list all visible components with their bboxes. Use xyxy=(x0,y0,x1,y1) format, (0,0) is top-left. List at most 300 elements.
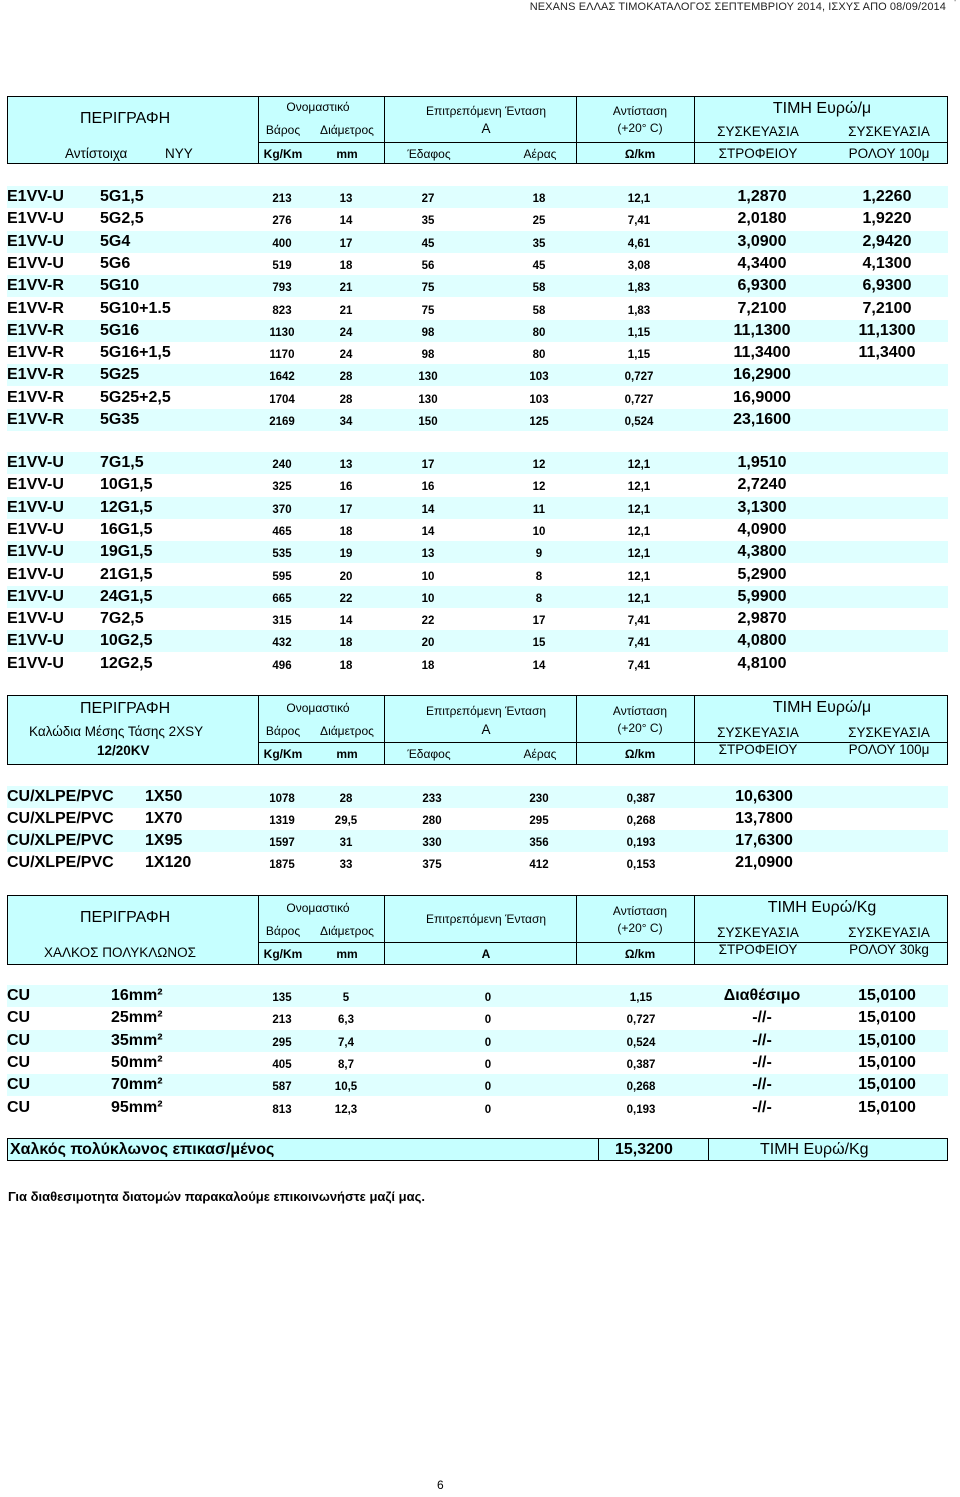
cell-type: 7G1,5 xyxy=(100,454,144,471)
header-timi: ΤΙΜΗ Ευρώ/μ xyxy=(772,100,872,117)
cell-price-roll: 4,1300 xyxy=(862,254,912,272)
cell-type: 50mm² xyxy=(111,1053,163,1071)
cell-price-drum: 6,9300 xyxy=(737,277,787,295)
cell-current: 0 xyxy=(484,1014,492,1027)
cell-current-ground: 10 xyxy=(421,592,435,605)
header2-line2: Καλώδια Μέσης Τάσης 2XSY xyxy=(29,724,204,739)
cell-resistance: 12,1 xyxy=(627,503,651,516)
cell-weight: 213 xyxy=(272,193,292,205)
cell-resistance: 12,1 xyxy=(627,548,651,561)
cell-resistance: 7,41 xyxy=(627,659,651,672)
cell-current-ground: 75 xyxy=(421,304,435,317)
cell-type: 1X50 xyxy=(145,788,183,805)
cell-diameter: 18 xyxy=(339,259,353,272)
cell-availability: -//- xyxy=(752,1076,772,1094)
cell-current: 0 xyxy=(484,992,492,1004)
cell-price-roll: 11,3400 xyxy=(858,344,916,362)
cell-current: 0 xyxy=(484,1103,492,1116)
cell-diameter: 17 xyxy=(339,237,353,250)
cell-weight: 405 xyxy=(272,1058,292,1071)
header2-perigrafi: ΠΕΡΙΓΡΑΦΗ xyxy=(80,700,171,717)
table-row xyxy=(7,541,948,563)
cell-weight: 276 xyxy=(272,215,292,228)
cell-diameter: 19 xyxy=(339,548,353,561)
cell-type: 24G1,5 xyxy=(100,587,153,605)
cell-diameter: 29,5 xyxy=(334,815,358,827)
cell-weight: 595 xyxy=(272,570,292,583)
cell-code: E1VV-U xyxy=(7,188,64,205)
cell-code: E1VV-R xyxy=(7,344,64,362)
cell-current-air: 35 xyxy=(532,237,546,250)
cell-current-ground: 375 xyxy=(422,859,442,871)
cell-code: CU/XLPE/PVC xyxy=(7,810,114,827)
cell-current-ground: 98 xyxy=(421,349,435,362)
cell-diameter: 13 xyxy=(339,459,353,471)
cell-resistance: 0,268 xyxy=(626,815,656,827)
cell-availability: -//- xyxy=(752,1031,772,1049)
cell-type: 1X120 xyxy=(145,854,192,871)
cell-code: E1VV-U xyxy=(7,454,64,471)
table-row xyxy=(7,320,948,342)
cell-resistance: 0,727 xyxy=(624,393,654,406)
cell-price-drum: 1,9510 xyxy=(737,454,787,471)
cell-diameter: 31 xyxy=(339,837,353,849)
header3-syskevasia1: ΣΥΣΚΕΥΑΣΙΑ xyxy=(717,925,799,940)
cell-current-ground: 27 xyxy=(421,193,435,205)
cell-resistance: 0,193 xyxy=(626,1103,656,1116)
cell-type: 10G2,5 xyxy=(100,632,153,650)
cell-current-air: 125 xyxy=(529,416,549,428)
table1-header xyxy=(7,96,948,164)
cell-diameter: 28 xyxy=(339,371,353,384)
cell-code: E1VV-U xyxy=(7,587,64,605)
cell-current-ground: 22 xyxy=(421,615,435,628)
header-nyy: NYY xyxy=(165,146,193,161)
cell-current-air: 45 xyxy=(532,259,546,272)
cell-price-drum: 10,6300 xyxy=(735,788,793,805)
cell-resistance: 12,1 xyxy=(627,481,651,494)
header2-timi: ΤΙΜΗ Ευρώ/μ xyxy=(772,699,872,716)
cell-resistance: 0,727 xyxy=(624,371,654,384)
cell-weight: 823 xyxy=(272,304,292,317)
cell-code: E1VV-U xyxy=(7,520,64,538)
cell-type: 16G1,5 xyxy=(100,520,153,538)
cell-code: CU xyxy=(7,1076,31,1094)
cell-diameter: 21 xyxy=(339,304,353,317)
cell-availability: -//- xyxy=(752,1098,772,1116)
table-row xyxy=(7,564,948,586)
table-row xyxy=(7,985,948,1007)
cell-price-drum: 1,2870 xyxy=(737,188,787,205)
cell-price-drum: 3,0900 xyxy=(737,232,787,250)
header3-epitrepomeni: Επιτρεπόμενη Ένταση xyxy=(425,912,547,926)
header2-ohm: Ω/km xyxy=(624,747,656,761)
cell-current: 0 xyxy=(484,1036,492,1049)
cell-current-ground: 56 xyxy=(421,259,435,272)
cell-type: 1X95 xyxy=(145,832,183,849)
cell-price-drum: 5,2900 xyxy=(737,565,787,583)
cell-code: CU xyxy=(7,987,31,1004)
cell-current-air: 103 xyxy=(529,393,549,406)
cell-weight: 295 xyxy=(272,1036,292,1049)
cell-weight: 1642 xyxy=(269,371,295,384)
cell-current-air: 25 xyxy=(532,215,546,228)
header3-rolou: ΡΟΛΟΥ 30kg xyxy=(849,942,929,957)
cell-type: 16mm² xyxy=(111,987,163,1004)
cell-price-drum: 4,3800 xyxy=(737,543,787,561)
cell-price-roll: 15,0100 xyxy=(858,1076,916,1094)
page-header: NEXANS ΕΛΛΑΣ ΤΙΜΟΚΑΤΑΛΟΓΟΣ ΣΕΠΤΕΜΒΡΙΟΥ 2014, ΙΣΧΥΣ ΑΠΟ 08/09/2014 xyxy=(529,1,946,13)
cell-weight: 496 xyxy=(272,659,292,672)
header-epitrepomeni: Επιτρεπόμενη Ένταση xyxy=(425,104,547,118)
cell-price-roll: 6,9300 xyxy=(862,277,912,295)
cell-price-roll: 2,9420 xyxy=(862,232,912,250)
cell-weight: 370 xyxy=(272,503,292,516)
cell-current-air: 11 xyxy=(532,503,546,516)
cell-diameter: 13 xyxy=(339,193,353,205)
cell-type: 5G10 xyxy=(100,277,140,295)
table3-header xyxy=(7,895,948,965)
cell-diameter: 18 xyxy=(339,525,353,538)
cell-current-ground: 280 xyxy=(422,815,442,827)
cell-code: CU xyxy=(7,1009,31,1027)
cell-resistance: 12,1 xyxy=(627,459,651,471)
cell-weight: 465 xyxy=(272,525,292,538)
cell-price-drum: 16,9000 xyxy=(733,388,791,406)
cell-resistance: 0,387 xyxy=(626,793,656,805)
cell-diameter: 28 xyxy=(339,793,353,805)
cell-diameter: 22 xyxy=(339,592,353,605)
footer-price: 15,3200 xyxy=(615,1141,673,1158)
cell-type: 5G1,5 xyxy=(100,188,144,205)
header3-onomastiko: Ονομαστικό xyxy=(286,901,350,915)
cell-weight: 135 xyxy=(272,992,292,1004)
cell-current-ground: 330 xyxy=(422,837,442,849)
cell-weight: 1597 xyxy=(269,837,295,849)
cell-code: E1VV-R xyxy=(7,321,64,339)
cell-price-drum: 13,7800 xyxy=(735,810,793,827)
cell-current-ground: 130 xyxy=(418,393,438,406)
cell-diameter: 14 xyxy=(339,215,353,228)
cell-diameter: 6,3 xyxy=(338,1014,354,1027)
cell-current-ground: 150 xyxy=(418,416,438,428)
header3-a: A xyxy=(481,947,491,961)
cell-price-drum: 2,0180 xyxy=(737,210,787,228)
cell-current-ground: 98 xyxy=(421,326,435,339)
cell-current-ground: 75 xyxy=(421,282,435,295)
table-row xyxy=(7,653,948,675)
cell-type: 5G4 xyxy=(100,232,131,250)
cell-resistance: 7,41 xyxy=(627,215,651,228)
table-row xyxy=(7,474,948,496)
cell-type: 5G16+1,5 xyxy=(100,344,171,362)
cell-current-air: 9 xyxy=(535,548,543,561)
cell-price-drum: 2,7240 xyxy=(737,476,787,494)
header3-stropheiou: ΣΤΡΟΦΕΙΟΥ xyxy=(718,942,798,957)
header3-timi: ΤΙΜΗ Ευρώ/Kg xyxy=(767,899,877,916)
header2-onomastiko: Ονομαστικό xyxy=(286,701,350,715)
cell-current-ground: 10 xyxy=(421,570,435,583)
cell-type: 5G25 xyxy=(100,366,140,384)
cell-resistance: 7,41 xyxy=(627,615,651,628)
cell-diameter: 34 xyxy=(339,416,353,428)
cell-code: E1VV-U xyxy=(7,654,64,672)
header3-line2: ΧΑΛΚΟΣ ΠΟΛΥΚΛΩΝΟΣ xyxy=(44,945,196,960)
header2-antistasi: Αντίσταση xyxy=(612,704,668,718)
header2-syskevasia2: ΣΥΣΚΕΥΑΣΙΑ xyxy=(848,725,930,740)
cell-diameter: 7,4 xyxy=(338,1036,354,1049)
header-kgkm: Kg/Km xyxy=(263,147,303,161)
header2-edafos: Έδαφος xyxy=(407,747,451,761)
table-row xyxy=(7,808,948,830)
cell-diameter: 28 xyxy=(339,393,353,406)
cell-resistance: 1,83 xyxy=(627,304,651,317)
cell-diameter: 20 xyxy=(339,570,353,583)
header-varos: Βάρος xyxy=(265,123,301,137)
header-perigrafi: ΠΕΡΙΓΡΑΦΗ xyxy=(80,110,171,127)
cell-type: 1X70 xyxy=(145,810,183,827)
cell-resistance: 1,15 xyxy=(627,326,651,339)
cell-resistance: 12,1 xyxy=(627,525,651,538)
table-row xyxy=(7,519,948,541)
header2-epitrepomeni: Επιτρεπόμενη Ένταση xyxy=(425,704,547,718)
cell-code: E1VV-U xyxy=(7,565,64,583)
footer-unit: ΤΙΜΗ Ευρώ/Kg xyxy=(760,1141,869,1158)
cell-resistance: 0,727 xyxy=(626,1014,656,1027)
cell-current-air: 15 xyxy=(532,637,546,650)
cell-code: E1VV-U xyxy=(7,632,64,650)
cell-weight: 315 xyxy=(272,615,292,628)
cell-type: 12G2,5 xyxy=(100,654,153,672)
table-row xyxy=(7,186,948,208)
table-row xyxy=(7,342,948,364)
cell-price-drum: 5,9900 xyxy=(737,587,787,605)
cell-type: 21G1,5 xyxy=(100,565,153,583)
cell-current-air: 230 xyxy=(529,793,549,805)
cell-price-roll: 11,1300 xyxy=(858,321,916,339)
cell-weight: 1704 xyxy=(269,393,295,406)
cell-price-roll: 15,0100 xyxy=(858,1053,916,1071)
cell-weight: 1078 xyxy=(269,793,295,805)
table-row xyxy=(7,253,948,275)
table-row xyxy=(7,630,948,652)
table-row xyxy=(7,1097,948,1119)
page-number: 6 xyxy=(437,1478,444,1492)
header3-diametros: Διάμετρος xyxy=(320,924,374,938)
cell-current: 0 xyxy=(484,1081,492,1094)
cell-diameter: 12,3 xyxy=(334,1103,358,1116)
cell-price-drum: 7,2100 xyxy=(737,299,787,317)
cell-code: E1VV-U xyxy=(7,543,64,561)
cell-diameter: 16 xyxy=(339,481,353,494)
cell-code: E1VV-R xyxy=(7,277,64,295)
table-row xyxy=(7,608,948,630)
cell-diameter: 14 xyxy=(339,615,353,628)
table-row xyxy=(7,497,948,519)
cell-current-ground: 130 xyxy=(418,371,438,384)
cell-type: 7G2,5 xyxy=(100,610,144,628)
cell-current-air: 12 xyxy=(532,459,546,471)
cell-code: E1VV-U xyxy=(7,610,64,628)
cell-code: CU xyxy=(7,1098,31,1116)
cell-price-drum: 11,3400 xyxy=(733,344,791,362)
cell-type: 95mm² xyxy=(111,1098,163,1116)
cell-type: 19G1,5 xyxy=(100,543,153,561)
cell-code: E1VV-U xyxy=(7,476,64,494)
cell-type: 12G1,5 xyxy=(100,498,153,516)
page-header-mark: ' xyxy=(954,0,956,9)
cell-resistance: 0,268 xyxy=(626,1081,656,1094)
cell-price-drum: 21,0900 xyxy=(735,854,793,871)
table-row xyxy=(7,452,948,474)
header3-syskevasia2: ΣΥΣΚΕΥΑΣΙΑ xyxy=(848,925,930,940)
table-row xyxy=(7,852,948,874)
cell-resistance: 1,15 xyxy=(627,349,651,362)
cell-resistance: 1,15 xyxy=(629,992,653,1004)
header-stropheiou: ΣΤΡΟΦΕΙΟΥ xyxy=(718,146,798,161)
cell-code: E1VV-R xyxy=(7,411,64,428)
cell-resistance: 0,193 xyxy=(626,837,656,849)
cell-current-air: 12 xyxy=(532,481,546,494)
cell-resistance: 0,524 xyxy=(624,416,654,428)
cell-current-ground: 18 xyxy=(421,659,435,672)
header3-kgkm: Kg/Km xyxy=(263,947,303,961)
cell-availability: Διαθέσιμο xyxy=(723,987,801,1004)
cell-availability: -//- xyxy=(752,1053,772,1071)
table-row xyxy=(7,1052,948,1074)
cell-weight: 325 xyxy=(272,481,292,494)
cell-diameter: 8,7 xyxy=(338,1058,354,1071)
cell-type: 5G35 xyxy=(100,411,140,428)
cell-current-ground: 35 xyxy=(421,215,435,228)
table-row xyxy=(7,387,948,409)
cell-code: E1VV-R xyxy=(7,366,64,384)
cell-code: E1VV-U xyxy=(7,498,64,516)
table-row xyxy=(7,231,948,253)
cell-current-ground: 20 xyxy=(421,637,435,650)
header-ohm: Ω/km xyxy=(624,147,656,161)
table-row xyxy=(7,586,948,608)
cell-availability: -//- xyxy=(752,1009,772,1027)
cell-price-roll: 1,2260 xyxy=(862,188,912,205)
cell-weight: 519 xyxy=(272,259,292,272)
header3-ohm: Ω/km xyxy=(624,947,656,961)
header-antistasi: Αντίσταση xyxy=(612,104,668,118)
header2-rolou: ΡΟΛΟΥ 100μ xyxy=(848,742,930,757)
cell-current-air: 80 xyxy=(532,326,546,339)
cell-diameter: 24 xyxy=(339,326,353,339)
header2-aeras: Αέρας xyxy=(523,747,557,761)
table-row xyxy=(7,1030,948,1052)
cell-current-air: 80 xyxy=(532,349,546,362)
header-mm: mm xyxy=(336,147,358,161)
cell-price-roll: 15,0100 xyxy=(858,1009,916,1027)
table-row xyxy=(7,208,948,230)
cell-diameter: 10,5 xyxy=(334,1081,358,1094)
cell-current-air: 14 xyxy=(532,659,546,672)
cell-price-drum: 17,6300 xyxy=(735,832,793,849)
cell-diameter: 18 xyxy=(339,659,353,672)
table2-header xyxy=(7,695,948,765)
cell-price-drum: 16,2900 xyxy=(733,366,791,384)
cell-current-ground: 14 xyxy=(421,525,435,538)
cell-code: E1VV-R xyxy=(7,299,64,317)
cell-weight: 813 xyxy=(272,1103,292,1116)
table-row xyxy=(7,298,948,320)
cell-weight: 665 xyxy=(272,592,292,605)
cell-code: CU/XLPE/PVC xyxy=(7,788,114,805)
cell-weight: 1319 xyxy=(269,815,295,827)
cell-type: 5G2,5 xyxy=(100,210,144,228)
cell-price-drum: 3,1300 xyxy=(737,498,787,516)
cell-type: 10G1,5 xyxy=(100,476,153,494)
header-antistoixa: Αντίστοιχα xyxy=(65,146,128,161)
cell-price-drum: 23,1600 xyxy=(733,411,791,428)
cell-type: 25mm² xyxy=(111,1009,163,1027)
cell-price-roll: 1,9220 xyxy=(862,210,912,228)
cell-current-air: 8 xyxy=(535,570,543,583)
header3-varos: Βάρος xyxy=(265,924,301,938)
header-temp: (+20° C) xyxy=(617,121,663,135)
cell-price-roll: 7,2100 xyxy=(862,299,912,317)
cell-resistance: 12,1 xyxy=(627,592,651,605)
cell-diameter: 18 xyxy=(339,637,353,650)
cell-code: E1VV-R xyxy=(7,388,64,406)
header-syskevasia2: ΣΥΣΚΕΥΑΣΙΑ xyxy=(848,124,930,139)
cell-current-air: 103 xyxy=(529,371,549,384)
cell-price-drum: 4,8100 xyxy=(737,654,787,672)
cell-weight: 535 xyxy=(272,548,292,561)
cell-current-air: 58 xyxy=(532,282,546,295)
table-row xyxy=(7,830,948,852)
cell-current-air: 10 xyxy=(532,525,546,538)
header2-kgkm: Kg/Km xyxy=(263,747,303,761)
cell-weight: 1130 xyxy=(269,326,295,339)
cell-current-ground: 13 xyxy=(421,548,435,561)
cell-resistance: 12,1 xyxy=(627,193,651,205)
cell-current-air: 18 xyxy=(532,193,546,205)
cell-type: 5G16 xyxy=(100,321,140,339)
cell-weight: 432 xyxy=(272,637,292,650)
cell-price-roll: 15,0100 xyxy=(858,987,916,1004)
availability-note: Για διαθεσιμοτητα διατομών παρακαλούμε επικοινωνήστε μαζί μας. xyxy=(8,1189,425,1204)
cell-code: E1VV-U xyxy=(7,210,64,228)
cell-resistance: 1,83 xyxy=(627,282,651,295)
cell-diameter: 5 xyxy=(342,992,350,1004)
cell-resistance: 12,1 xyxy=(627,570,651,583)
cell-weight: 1170 xyxy=(269,349,295,362)
header-a: A xyxy=(481,121,491,136)
cell-diameter: 21 xyxy=(339,282,353,295)
cell-type: 5G25+2,5 xyxy=(100,388,171,406)
header3-temp: (+20° C) xyxy=(617,921,663,935)
cell-current-air: 17 xyxy=(532,615,546,628)
cell-price-drum: 4,0800 xyxy=(737,632,787,650)
header2-temp: (+20° C) xyxy=(617,721,663,735)
header2-syskevasia1: ΣΥΣΚΕΥΑΣΙΑ xyxy=(717,725,799,740)
cell-current-air: 58 xyxy=(532,304,546,317)
header2-diametros: Διάμετρος xyxy=(320,724,374,738)
cell-diameter: 24 xyxy=(339,349,353,362)
table-row xyxy=(7,275,948,297)
cell-current-air: 356 xyxy=(529,837,549,849)
cell-current-ground: 14 xyxy=(421,503,435,516)
table-row xyxy=(7,1074,948,1096)
cell-weight: 2169 xyxy=(269,416,295,428)
cell-price-drum: 2,9870 xyxy=(737,610,787,628)
header3-perigrafi: ΠΕΡΙΓΡΑΦΗ xyxy=(80,909,171,926)
cell-type: 5G6 xyxy=(100,254,131,272)
